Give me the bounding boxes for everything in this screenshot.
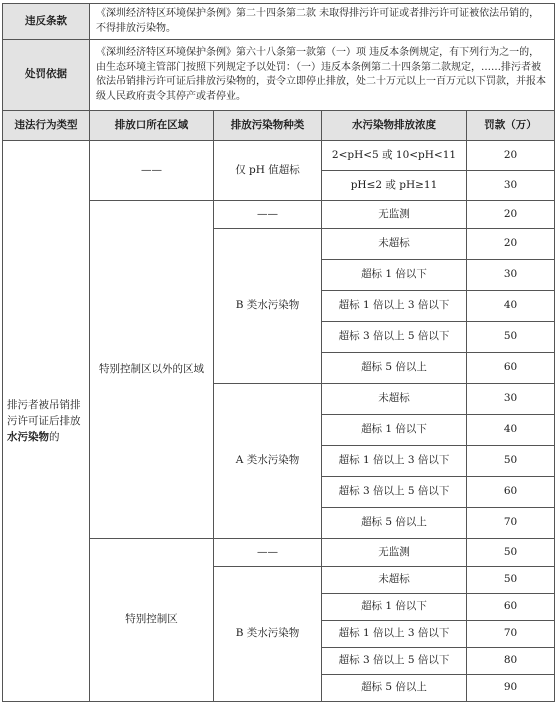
penalty-basis-label: 处罚依据	[3, 40, 90, 111]
fine-cell: 30	[467, 171, 555, 201]
fine-cell: 50	[467, 446, 555, 477]
concentration-cell: 超标 5 倍以上	[322, 675, 467, 702]
concentration-cell: 超标 1 倍以上 3 倍以下	[322, 621, 467, 648]
penalty-table	[2, 3, 555, 702]
region-dash: ——	[90, 141, 214, 201]
pollutant-class-b: B 类水污染物	[214, 229, 322, 384]
header-fine: 罚款（万）	[467, 111, 555, 141]
fine-cell: 50	[467, 539, 555, 567]
fine-cell: 80	[467, 648, 555, 675]
fine-cell: 60	[467, 477, 555, 508]
pollutant-class-a: A 类水污染物	[214, 384, 322, 539]
concentration-cell: 超标 5 倍以上	[322, 353, 467, 384]
violation-type-prefix: 排污者被吊销排污许可证后排放	[7, 398, 81, 427]
concentration-cell: pH≤2 或 pH≥11	[322, 171, 467, 201]
pollutant-class-b: B 类水污染物	[214, 567, 322, 702]
concentration-cell: 超标 1 倍以上 3 倍以下	[322, 446, 467, 477]
header-outlet-region: 排放口所在区域	[90, 111, 214, 141]
pollutant-ph-only: 仅 pH 值超标	[214, 141, 322, 201]
clause-row	[3, 4, 555, 40]
concentration-cell: 超标 3 倍以上 5 倍以下	[322, 648, 467, 675]
fine-cell: 60	[467, 594, 555, 621]
fine-cell: 20	[467, 141, 555, 171]
header-violation-type: 违法行为类型	[3, 111, 90, 141]
table-row	[3, 141, 555, 171]
fine-cell: 90	[467, 675, 555, 702]
fine-cell: 20	[467, 201, 555, 229]
concentration-cell: 超标 1 倍以下	[322, 594, 467, 621]
fine-cell: 20	[467, 229, 555, 260]
concentration-cell: 未超标	[322, 229, 467, 260]
pollutant-dash: ——	[214, 539, 322, 567]
concentration-cell: 超标 3 倍以上 5 倍以下	[322, 322, 467, 353]
violation-type-cell	[3, 141, 90, 702]
pollutant-dash: ——	[214, 201, 322, 229]
penalty-basis-row	[3, 40, 555, 111]
fine-cell: 40	[467, 415, 555, 446]
fine-cell: 70	[467, 621, 555, 648]
fine-cell: 30	[467, 260, 555, 291]
violation-type-bold: 水污染物	[7, 431, 49, 444]
concentration-cell: 超标 3 倍以上 5 倍以下	[322, 477, 467, 508]
penalty-basis-text: 《深圳经济特区环境保护条例》第六十八条第一款第（一）项 违反本条例规定，有下列行为之一的，由生态环境主管部门按照下列规定予以处罚：（一）违反本条例第二十四条第二款规定，……排污者被依法吊销排污许可证后排放污染物的，责令立即停止排放，处二十万元以上一百万元以下罚款，并报本级人民政府责令其停产或者停业。	[90, 40, 555, 111]
violation-type-suffix: 的	[49, 431, 60, 444]
concentration-cell: 无监测	[322, 201, 467, 229]
header-concentration: 水污染物排放浓度	[322, 111, 467, 141]
fine-cell: 60	[467, 353, 555, 384]
header-pollutant-type: 排放污染物种类	[214, 111, 322, 141]
fine-cell: 50	[467, 567, 555, 594]
concentration-cell: 超标 1 倍以上 3 倍以下	[322, 291, 467, 322]
clause-label: 违反条款	[3, 4, 90, 40]
region-outside-special: 特别控制区以外的区域	[90, 201, 214, 539]
fine-cell: 40	[467, 291, 555, 322]
header-row	[3, 111, 555, 141]
concentration-cell: 2<pH<5 或 10<pH<11	[322, 141, 467, 171]
concentration-cell: 超标 5 倍以上	[322, 508, 467, 539]
fine-cell: 30	[467, 384, 555, 415]
fine-cell: 50	[467, 322, 555, 353]
concentration-cell: 超标 1 倍以下	[322, 260, 467, 291]
concentration-cell: 无监测	[322, 539, 467, 567]
fine-cell: 70	[467, 508, 555, 539]
concentration-cell: 超标 1 倍以下	[322, 415, 467, 446]
concentration-cell: 未超标	[322, 567, 467, 594]
clause-text: 《深圳经济特区环境保护条例》第二十四条第二款 未取得排污许可证或者排污许可证被依法吊销的，不得排放污染物。	[90, 4, 555, 40]
region-special-control: 特别控制区	[90, 539, 214, 702]
concentration-cell: 未超标	[322, 384, 467, 415]
